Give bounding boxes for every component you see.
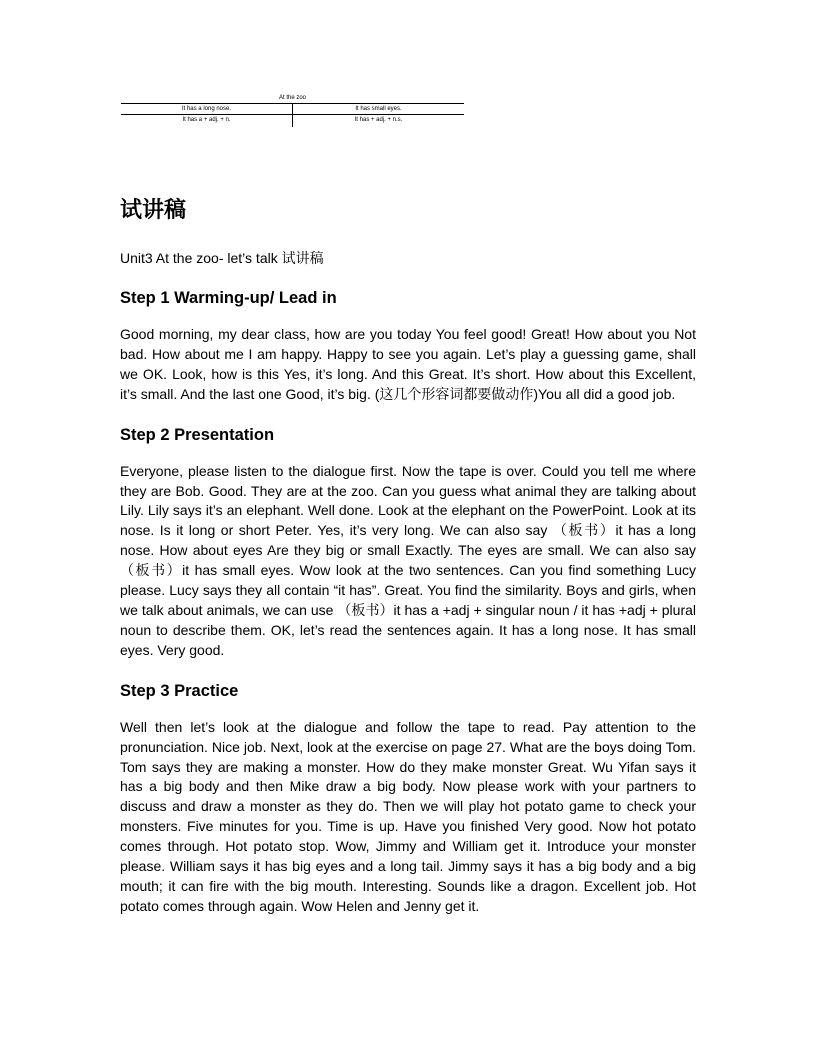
table-cell: It has a + adj. + n. (121, 115, 293, 128)
board-table (121, 103, 464, 127)
table-cell: It has a long nose. (121, 104, 293, 115)
table-row (121, 115, 464, 128)
table-cell: It has + adj. + n.s. (354, 117, 403, 123)
table-cell: It has small eyes. (293, 104, 465, 115)
step-3-text: Well then let’s look at the dialogue and follow the tape to read. Pay attention to the pronunciation. Nice job. Next, look at the exercise on page 27. What are the boys doing Tom. Tom says they are making a monster. How do they make monster Great. Wu Yifan says it has a big body and then Mike draw a big body. Now please work with your partners to discuss and draw a monster as they do. Then we will play hot potato game to check your monsters. Five minutes for you. Time is up. Have you finished Very good. Now hot potato comes through. Hot potato stop. Wow, Jimmy and William get it. Introduce your monster please. William says it has big eyes and a long tail. Jimmy says it has a big body and a big mouth; it can fire with the big mouth. Interesting. Sounds like a dragon. Excellent job. Hot potato comes through again. Wow Helen and Jenny get it. (120, 718, 700, 914)
step-2-text: Everyone, please listen to the dialogue first. Now the tape is over. Could you tell me where they are Bob. Good. They are at the zoo. Can you guess what animal they are talking about Lily. Lily says it’s an elephant. Well done. Look at the elephant on the PowerPoint. Look at its nose. Is it long or short Peter. Yes, it’s very long. We can also say （板书）it has a long nose. How about eyes Are they big or small Exactly. The eyes are small. We can also say （板书）it has small eyes. Wow look at the two sentences. Can you find something Lucy please. Lucy says they all contain “it has”. Great. You find the similarity. Boys and girls, when we talk about animals, we can use （板书）it has a +adj + singular noun / it has +adj + plural noun to describe them. OK, let’s read the sentences again. It has a long nose. It has small eyes. Very good. (120, 462, 700, 658)
step-1-heading: Step 1 Warming-up/ Lead in (120, 289, 337, 307)
step-1-text: Good morning, my dear class, how are you today You feel good! Great! How about you Not bad. How about me I am happy. Happy to see you again. Let’s play a guessing game, shall we OK. Look, how is this Yes, it’s long. And this Great. It’s short. How about this Excellent, it’s small. And the last one Good, it’s big. (这几个形容词都要做动作)You all did a good job. (120, 326, 700, 402)
document-body (120, 196, 700, 936)
step-3-heading: Step 3 Practice (120, 681, 239, 700)
step-2-heading: Step 2 Presentation (120, 425, 275, 444)
document-title: 试讲稿 (120, 198, 187, 223)
board-title: At the zoo (278, 95, 307, 101)
board-writing-table (121, 94, 464, 127)
table-row (121, 104, 464, 115)
document-subtitle: Unit3 At the zoo- let’s talk 试讲稿 (120, 250, 324, 266)
